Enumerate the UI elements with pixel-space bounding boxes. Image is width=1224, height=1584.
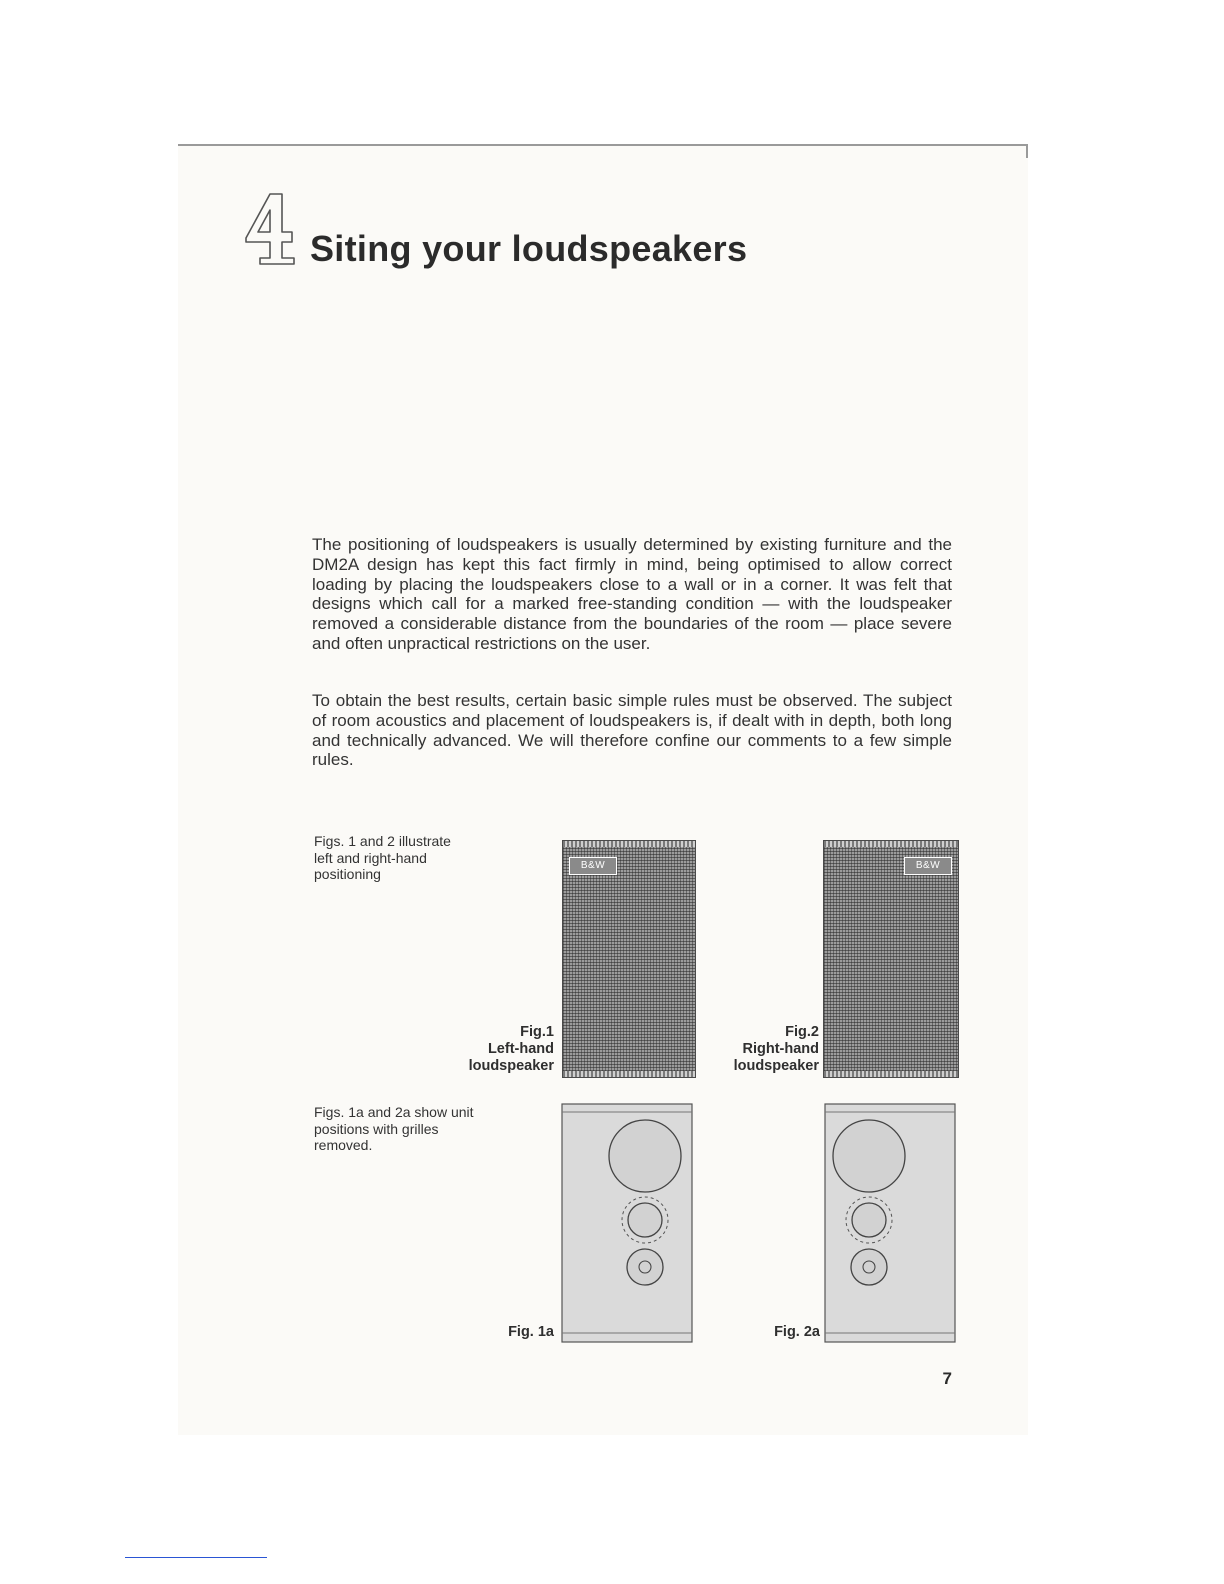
fig2-loudspeaker-grille [823,840,959,1078]
caption-line: left and right-hand [314,849,427,866]
grille-bottom-band [824,1071,958,1077]
caption-line: positioning [314,866,381,882]
page-number: 7 [942,1369,952,1388]
bw-logo-badge: B&W [569,857,617,875]
fig2-label [700,1024,819,1075]
grille-top-band [824,841,958,847]
footnote-rule [125,1557,267,1558]
chapter-number-outline [240,188,300,266]
caption-figs-1a-2a [314,1104,524,1154]
caption-line: removed. [314,1137,373,1153]
fig2a-label: Fig. 2a [774,1324,820,1340]
fig1-subtitle: Left-hand [487,1041,554,1057]
body-paragraph-2: To obtain the best results, certain basic simple rules must be observed. The subject of room acoustics and placement of loudspeakers is, if dealt with in depth, both long and technically advanced. We will therefore confine our comments to a few simple rules. [312,691,952,770]
fig1-number: Fig.1 [520,1024,554,1040]
chapter-title: Siting your loudspeakers [310,228,748,269]
body-paragraph-1: The positioning of loudspeakers is usually determined by existing furniture and the DM2A design has kept this fact firmly in mind, being optimised to allow correct loading by placing the loudspeakers close to a wall or in a corner. It was felt that designs which call for a marked free-standing condition — with the loudspeaker removed a considerable distance from the boundaries of the room — place severe and often unpractical restrictions on the user. [312,535,952,653]
tweeter-driver-icon [851,1249,887,1285]
fig1-label [440,1024,554,1075]
caption-line: positions with grilles [314,1120,439,1137]
bw-logo-badge: B&W [904,857,952,875]
caption-line: Figs. 1a and 2a show unit [314,1104,474,1120]
fig1a-cabinet-drivers [561,1103,693,1343]
tweeter-driver-icon [627,1249,663,1285]
caption-line: Figs. 1 and 2 illustrate [314,833,451,849]
fig1-loudspeaker-grille [562,840,696,1078]
fig2-subtitle: Right-hand [742,1041,819,1057]
midrange-driver-icon [852,1203,886,1237]
bass-driver-icon [609,1120,681,1192]
page-right-edge [1026,144,1028,158]
page-top-rule [178,144,1028,146]
grille-top-band [563,841,695,847]
grille-bottom-band [563,1071,695,1077]
fig2-number: Fig.2 [785,1024,819,1040]
caption-figs-1-2 [314,833,514,883]
fig1-subtitle: loudspeaker [468,1058,554,1074]
bass-driver-icon [833,1120,905,1192]
fig2-subtitle: loudspeaker [733,1058,819,1074]
midrange-driver-icon [628,1203,662,1237]
fig1a-label: Fig. 1a [508,1324,554,1340]
fig2a-cabinet-drivers [824,1103,956,1343]
